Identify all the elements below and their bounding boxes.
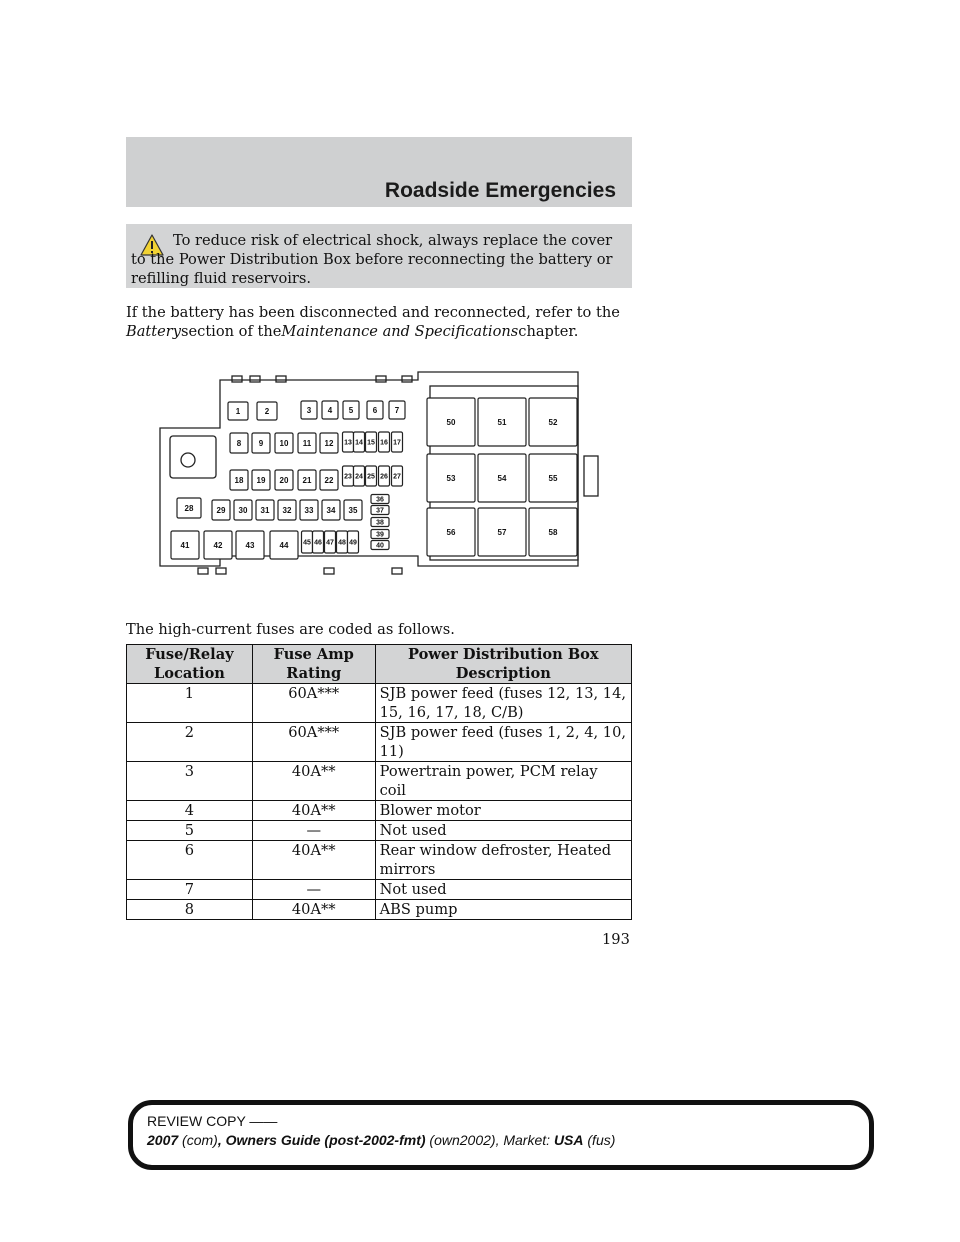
fuse-box-diagram <box>148 366 604 580</box>
fuse-label-31: 31 <box>260 505 270 515</box>
fuse-label-22: 22 <box>324 475 334 485</box>
cell-description: Not used <box>375 880 631 900</box>
fuse-label-13: 13 <box>344 439 352 447</box>
review-copy-footer <box>128 1100 874 1170</box>
cell-description: ABS pump <box>375 900 631 920</box>
col-header-description: Power Distribution Box Description <box>375 645 631 684</box>
fuse-label-15: 15 <box>367 439 375 447</box>
cell-rating: — <box>252 880 375 900</box>
fuse-label-14: 14 <box>355 439 363 447</box>
fuse-label-50: 50 <box>446 417 456 427</box>
fuse-label-30: 30 <box>238 505 248 515</box>
fuse-label-42: 42 <box>213 540 223 550</box>
fuse-label-12: 12 <box>324 438 334 448</box>
fuse-label-29: 29 <box>216 505 226 515</box>
fuse-label-24: 24 <box>355 473 363 481</box>
fuse-label-51: 51 <box>497 417 507 427</box>
cell-rating: 60A*** <box>252 723 375 762</box>
fuse-label-39: 39 <box>376 531 384 539</box>
fuse-label-56: 56 <box>446 527 456 537</box>
housing-tab <box>392 568 402 574</box>
fuse-label-35: 35 <box>348 505 358 515</box>
fuse-label-21: 21 <box>302 475 312 485</box>
fuse-label-58: 58 <box>548 527 558 537</box>
fuse-label-41: 41 <box>180 540 190 550</box>
fuse-label-54: 54 <box>497 473 507 483</box>
fuse-label-4: 4 <box>327 405 333 415</box>
housing-tab <box>376 376 386 382</box>
table-header-row <box>127 645 632 684</box>
fuse-label-9: 9 <box>258 438 264 448</box>
terminal-block <box>170 436 216 478</box>
cell-rating: 40A** <box>252 762 375 801</box>
fuse-label-23: 23 <box>344 473 352 481</box>
cell-description: Powertrain power, PCM relay coil <box>375 762 631 801</box>
table-row <box>127 684 632 723</box>
cell-location: 4 <box>127 801 253 821</box>
housing-tab <box>250 376 260 382</box>
cell-description: SJB power feed (fuses 12, 13, 14, 15, 16, 17, 18, C/B) <box>375 684 631 723</box>
review-copy-label: REVIEW COPY —— <box>147 1113 278 1129</box>
fuse-label-37: 37 <box>376 507 384 515</box>
fuse-label-25: 25 <box>367 473 375 481</box>
review-copy-details: 2007 (com), Owners Guide (post-2002-fmt) (own2002), Market: USA (fus) <box>147 1132 616 1148</box>
fuse-label-16: 16 <box>380 439 388 447</box>
fuse-label-6: 6 <box>372 405 378 415</box>
fuse-label-28: 28 <box>184 503 194 513</box>
fuse-label-1: 1 <box>235 406 241 416</box>
fuse-label-45: 45 <box>303 539 311 547</box>
fuse-label-33: 33 <box>304 505 314 515</box>
fuse-label-20: 20 <box>279 475 289 485</box>
cell-location: 2 <box>127 723 253 762</box>
fuse-label-52: 52 <box>548 417 558 427</box>
warning-box <box>126 224 632 288</box>
cell-rating: 60A*** <box>252 684 375 723</box>
fuse-label-43: 43 <box>245 540 255 550</box>
cell-description: Blower motor <box>375 801 631 821</box>
table-row <box>127 900 632 920</box>
warning-text: To reduce risk of electrical shock, always replace the cover to the Power Distribution Box before reconnecting the battery or refilling fluid reservoirs. <box>131 232 613 287</box>
chapter-header <box>126 137 632 207</box>
fuse-label-19: 19 <box>256 475 266 485</box>
fuse-label-2: 2 <box>264 406 270 416</box>
page-number: 193 <box>602 931 630 948</box>
fuse-label-46: 46 <box>314 539 322 547</box>
fuse-label-53: 53 <box>446 473 456 483</box>
side-latch <box>584 456 598 496</box>
cell-rating: 40A** <box>252 801 375 821</box>
fuse-label-34: 34 <box>326 505 336 515</box>
cell-location: 7 <box>127 880 253 900</box>
fuse-label-11: 11 <box>302 438 312 448</box>
table-row <box>127 762 632 801</box>
table-row <box>127 880 632 900</box>
col-header-location: Fuse/Relay Location <box>127 645 253 684</box>
battery-paragraph: If the battery has been disconnected and reconnected, refer to the Batterysection of theMaintenance and Specificationschapter. <box>126 304 620 340</box>
housing-tab <box>216 568 226 574</box>
cell-location: 6 <box>127 841 253 880</box>
intro-text: The high-current fuses are coded as follows. <box>126 621 455 638</box>
table-row <box>127 821 632 841</box>
cell-description: Not used <box>375 821 631 841</box>
chapter-title: Roadside Emergencies <box>384 179 616 202</box>
housing-tab <box>324 568 334 574</box>
table-row <box>127 723 632 762</box>
fuse-label-17: 17 <box>393 439 401 447</box>
cell-rating: — <box>252 821 375 841</box>
col-header-rating: Fuse Amp Rating <box>252 645 375 684</box>
fuse-label-3: 3 <box>306 405 312 415</box>
table-row <box>127 841 632 880</box>
fuse-label-5: 5 <box>348 405 354 415</box>
fuse-label-47: 47 <box>326 539 334 547</box>
fuse-label-26: 26 <box>380 473 388 481</box>
terminal-stud <box>181 453 195 467</box>
fuse-label-10: 10 <box>279 438 289 448</box>
housing-tab <box>402 376 412 382</box>
cell-location: 8 <box>127 900 253 920</box>
cell-description: Rear window defroster, Heated mirrors <box>375 841 631 880</box>
fuse-label-32: 32 <box>282 505 292 515</box>
fuse-label-44: 44 <box>279 540 289 550</box>
cell-location: 5 <box>127 821 253 841</box>
cell-description: SJB power feed (fuses 1, 2, 4, 10, 11) <box>375 723 631 762</box>
fuse-label-27: 27 <box>393 473 401 481</box>
fuse-label-49: 49 <box>349 539 357 547</box>
fuse-label-18: 18 <box>234 475 244 485</box>
fuse-label-48: 48 <box>338 539 346 547</box>
housing-tab <box>276 376 286 382</box>
fuse-label-55: 55 <box>548 473 558 483</box>
cell-rating: 40A** <box>252 900 375 920</box>
fuse-label-40: 40 <box>376 542 384 550</box>
cell-location: 1 <box>127 684 253 723</box>
fuse-label-57: 57 <box>497 527 507 537</box>
fuse-label-36: 36 <box>376 496 384 504</box>
housing-tab <box>232 376 242 382</box>
housing-tab <box>198 568 208 574</box>
fuse-label-38: 38 <box>376 519 384 527</box>
fuse-label-8: 8 <box>236 438 242 448</box>
fuse-label-7: 7 <box>394 405 400 415</box>
cell-rating: 40A** <box>252 841 375 880</box>
fuse-table <box>126 644 632 920</box>
table-row <box>127 801 632 821</box>
cell-location: 3 <box>127 762 253 801</box>
